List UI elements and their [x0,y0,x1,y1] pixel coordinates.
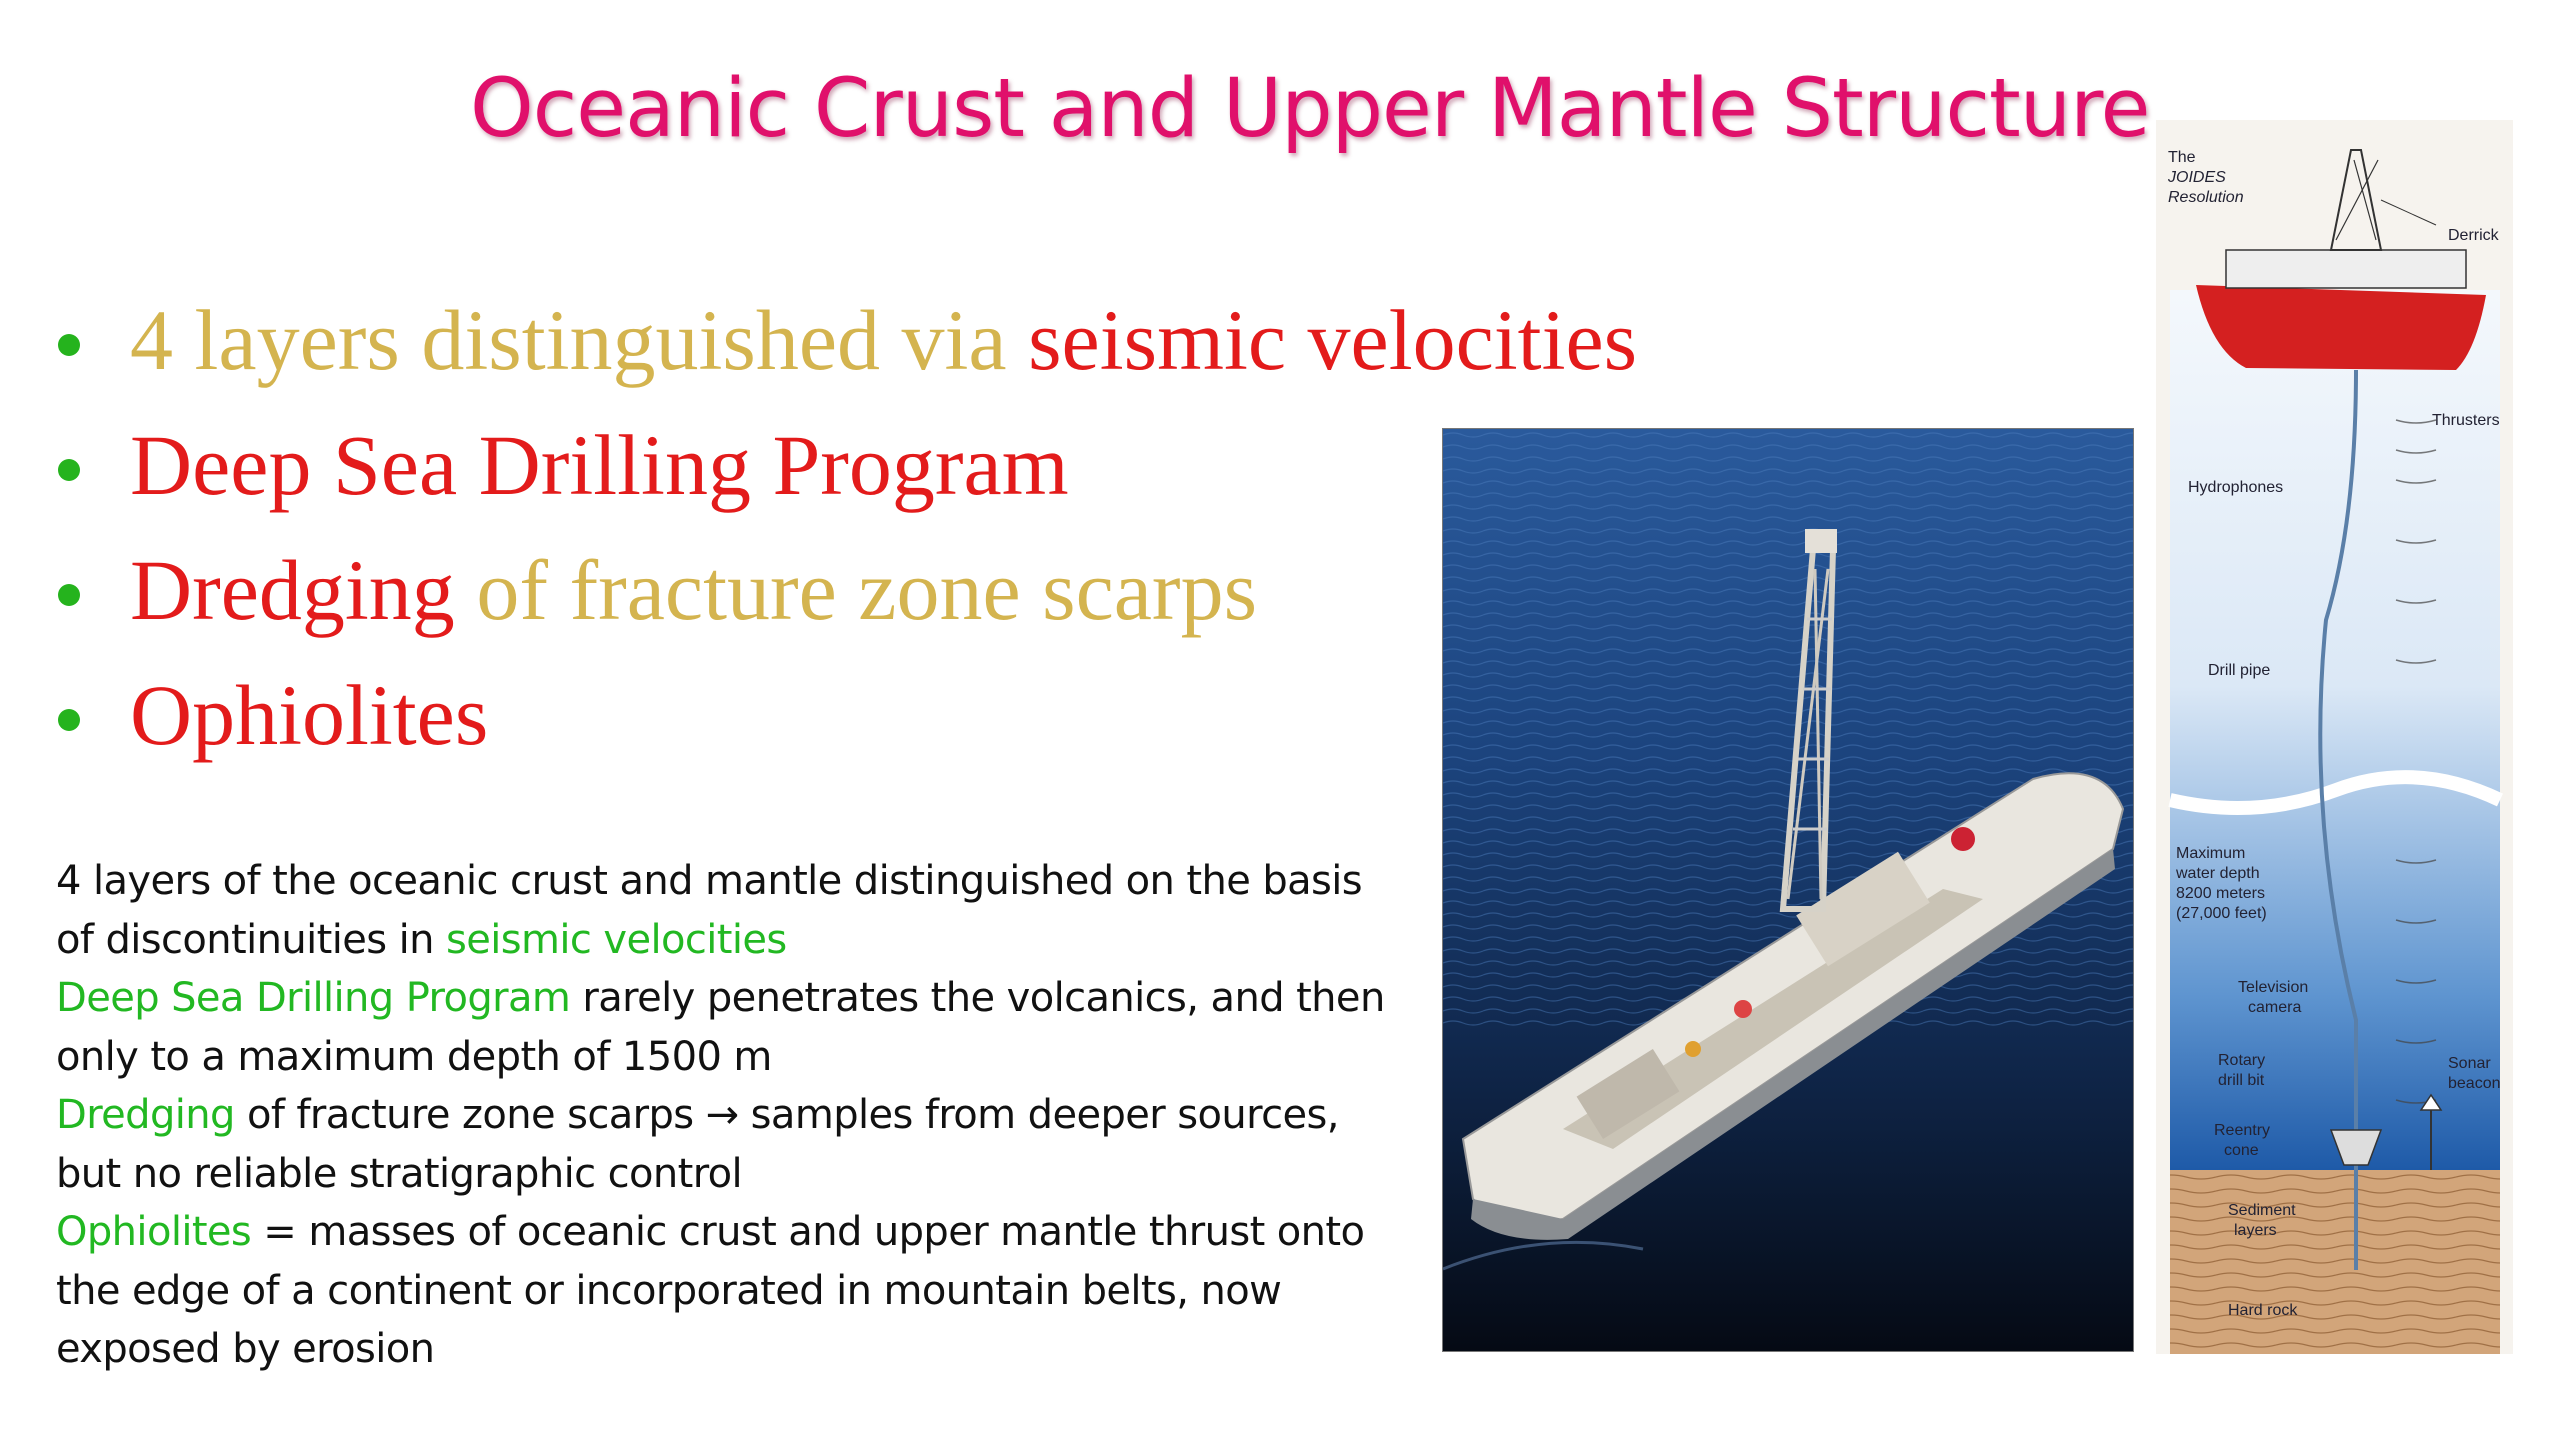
bullet-text: of fracture zone scarps [454,542,1258,638]
body-keyword: Dredging [56,1092,235,1138]
label-max-depth: water depth [2176,865,2260,882]
label-max-depth: 8200 meters [2176,885,2265,902]
label-rotary-drill-bit: drill bit [2218,1072,2265,1089]
bullet-text: 4 layers distinguished via [130,292,1029,388]
label-sediment-layers: Sediment [2228,1202,2296,1219]
joides-diagram [2156,120,2513,1354]
label-tv-camera: Television [2238,979,2309,996]
bullet-highlight: Dredging [130,542,455,638]
label-max-depth: Maximum [2176,845,2246,862]
bullet-dot-icon [58,334,80,356]
label-reentry-cone: cone [2224,1142,2259,1159]
body-text: rarely penetrates the volcanics, and then only to a maximum depth of 1500 m [56,975,1385,1080]
slide-title: Oceanic Crust and Upper Mantle Structure [470,62,2150,156]
body-text: of fracture zone scarps → samples from deeper sources, but no reliable stratigraphic control [56,1092,1339,1197]
label-reentry-cone: Reentry [2214,1122,2271,1139]
body-line-ophiolites [56,1203,1396,1379]
body-paragraph [56,852,1396,1379]
ship-hull-icon [2196,285,2486,370]
body-text: 4 layers of the oceanic crust and mantle distinguished on the basis of discontinuities in [56,858,1363,963]
bullet-highlight: Deep Sea Drilling Program [130,417,1069,513]
label-sediment-layers: layers [2234,1222,2277,1239]
label-hard-rock: Hard rock [2228,1302,2298,1319]
body-keyword: Deep Sea Drilling Program [56,975,571,1021]
label-rotary-drill-bit: Rotary [2218,1052,2266,1069]
bullet-dot-icon [58,459,80,481]
label-tv-camera: camera [2248,999,2302,1016]
bullet-dot-icon [58,709,80,731]
body-text: = masses of oceanic crust and upper mantle thrust onto the edge of a continent or incorporated in mountain belts, now exposed by erosion [56,1209,1365,1372]
joides-diagram-svg [2156,120,2513,1354]
label-sonar-beacon: beacon [2448,1075,2501,1092]
bullet-highlight: seismic velocities [1028,292,1638,388]
label-drill-pipe: Drill pipe [2208,662,2271,679]
label-hydrophones: Hydrophones [2188,479,2284,496]
body-line-dredging [56,1086,1396,1203]
label-sonar-beacon: Sonar [2448,1055,2491,1072]
bullet-item-dsdp [50,415,1637,540]
bullet-item-ophiolites [50,665,1637,790]
bullet-list [50,290,1637,790]
body-keyword: seismic velocities [445,916,787,963]
drill-ship-photo [1442,428,2134,1352]
label-thrusters: Thrusters [2432,412,2500,429]
body-keyword: Ophiolites [56,1209,252,1255]
bullet-dot-icon [58,584,80,606]
diagram-title-line: The [2168,149,2196,166]
body-line-dsdp [56,969,1396,1086]
label-derrick: Derrick [2448,227,2499,244]
bullet-highlight: Ophiolites [130,667,489,763]
diagram-title-line: JOIDES [2168,169,2226,186]
bullet-item-dredging [50,540,1637,665]
drill-ship-photo-image [1443,429,2133,1351]
body-line-layers [56,852,1396,969]
diagram-title-line: Resolution [2168,189,2244,206]
label-max-depth: (27,000 feet) [2176,905,2267,922]
bullet-item-layers [50,290,1637,415]
